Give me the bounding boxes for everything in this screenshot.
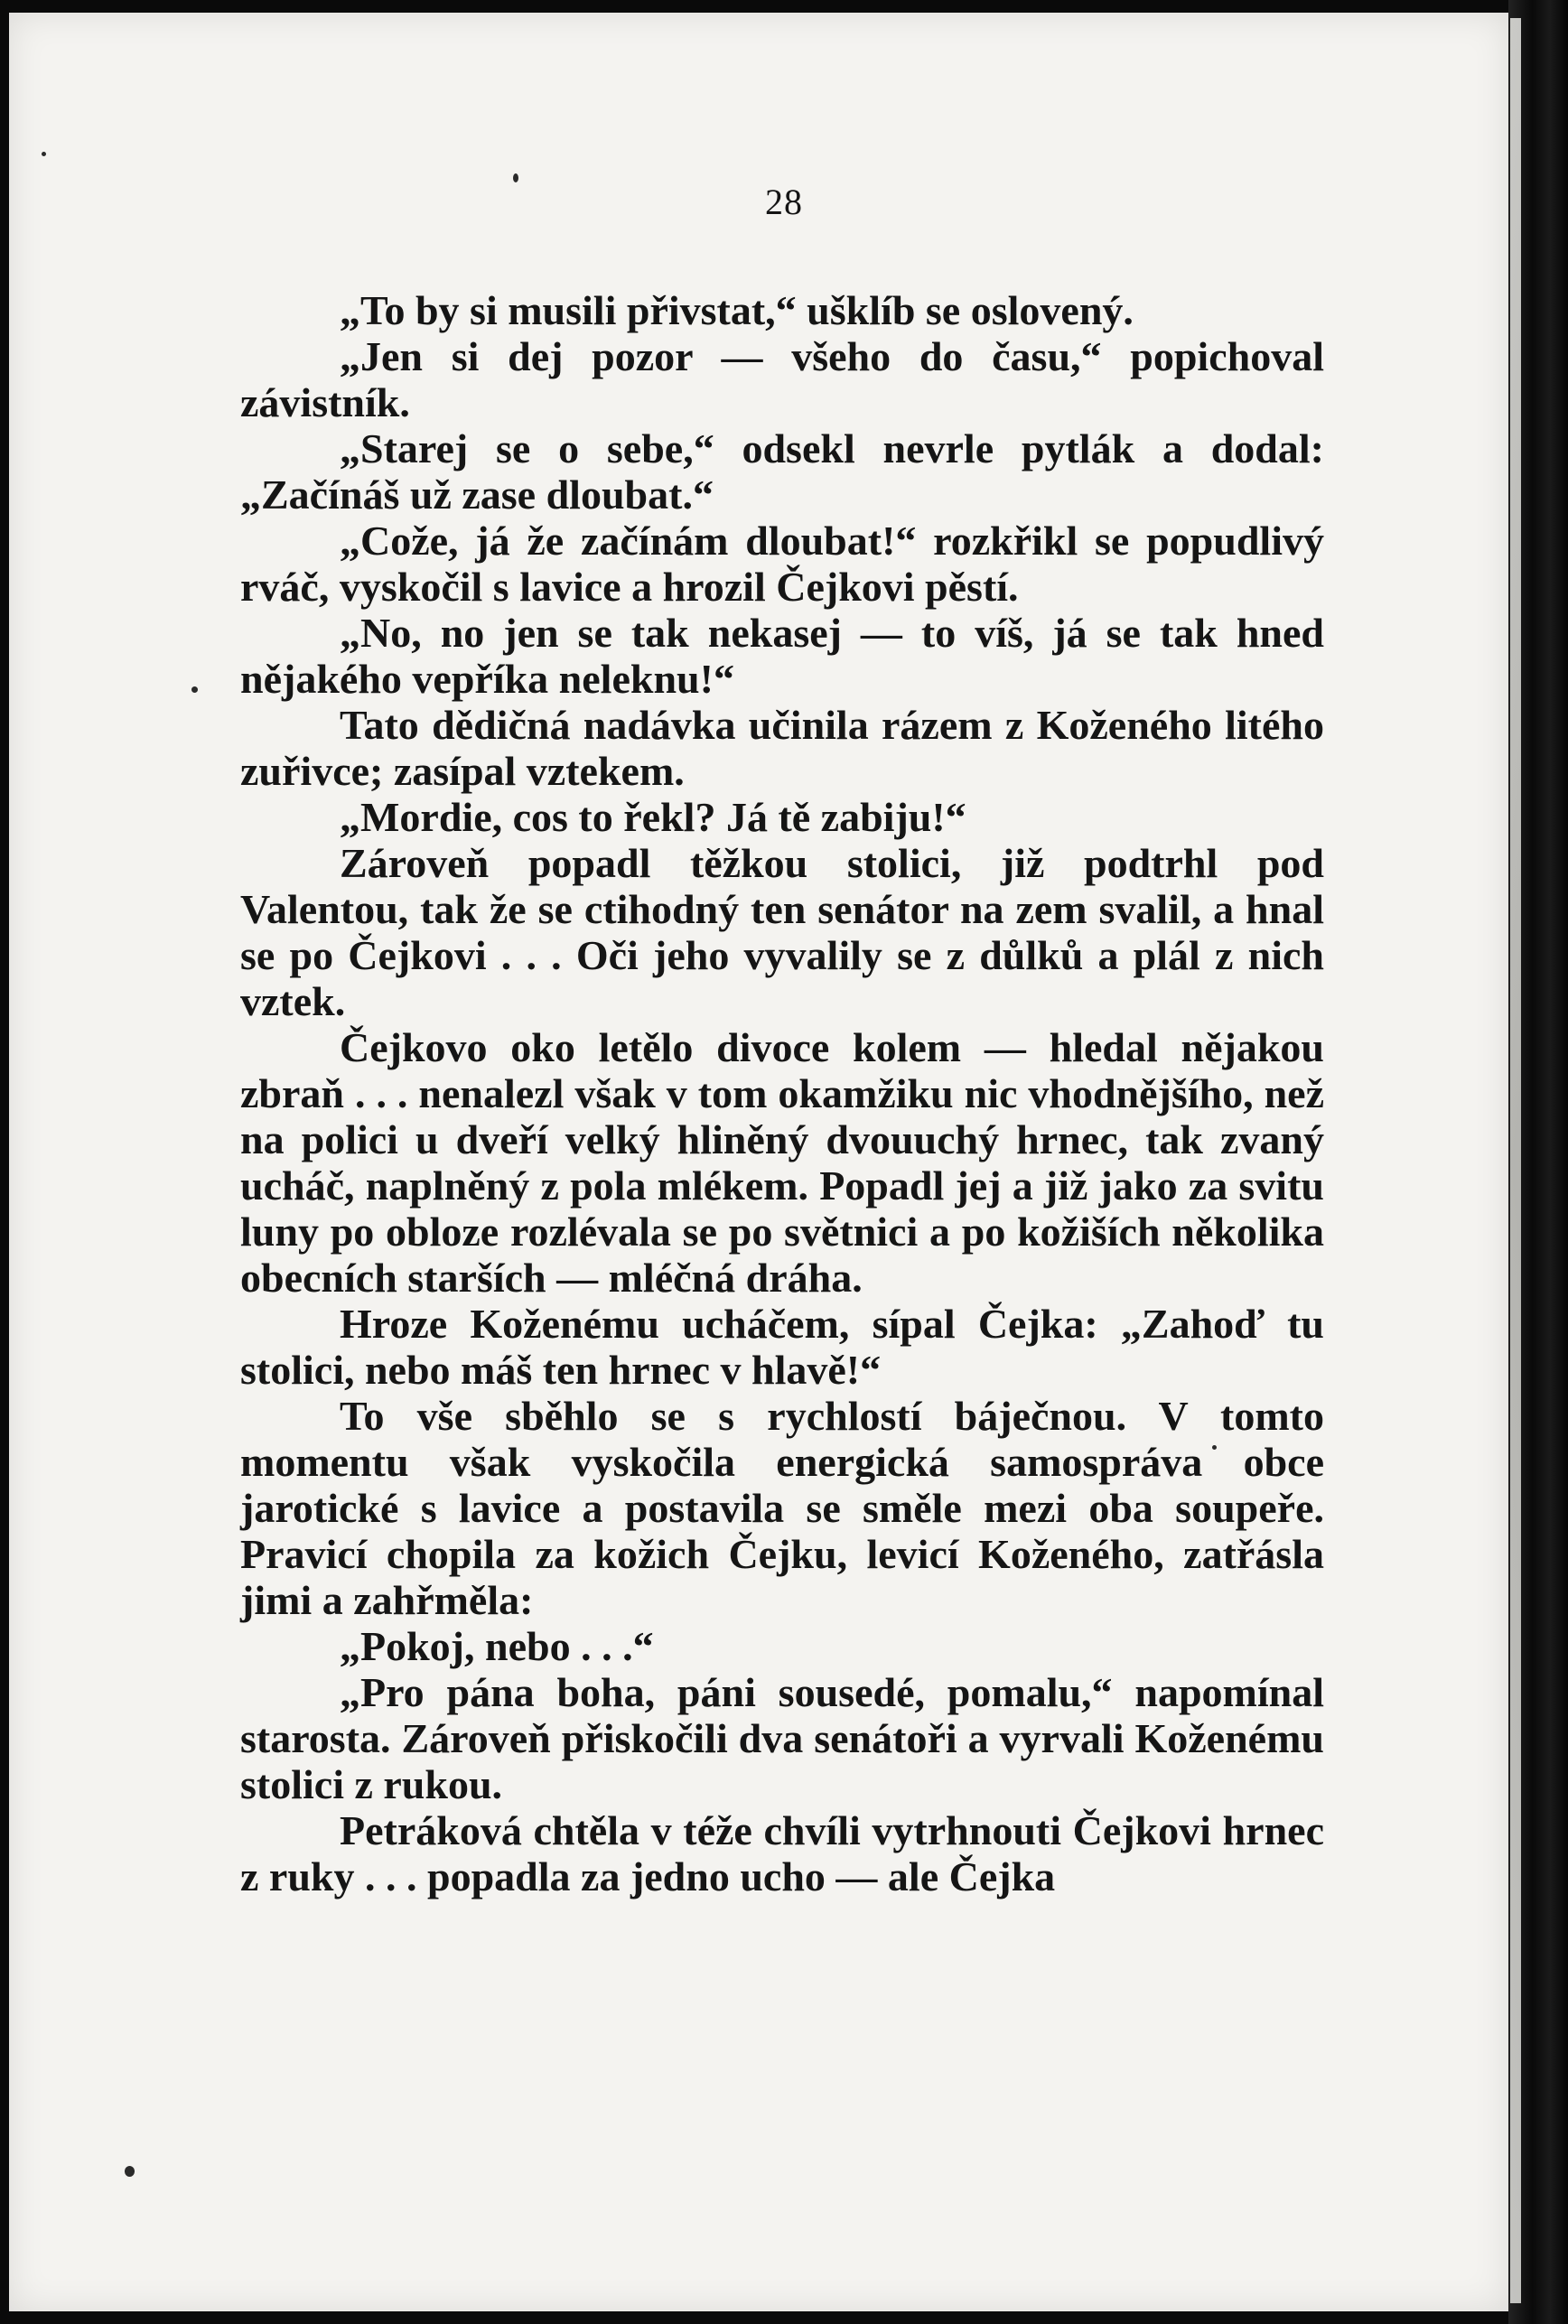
paragraph: Petráková chtěla v téže chvíli vytrhnouti Čejkovi hrnec z ruky . . . popadla za jedno ucho — ale Čejka — [240, 1807, 1324, 1899]
ink-speck — [125, 2166, 135, 2177]
paragraph: „Pokoj, nebo . . .“ — [340, 1623, 654, 1669]
adjacent-page-edge — [1510, 18, 1521, 2303]
paragraph: „Cože, já že začínám dloubat!“ rozkřikl se popudlivý rváč, vyskočil s lavice a hrozil Čejkovi pěstí. — [240, 518, 1324, 610]
body-text — [240, 287, 1324, 1899]
paragraph: Tato dědičná nadávka učinila rázem z Koženého litého zuřivce; zasípal vztekem. — [240, 702, 1324, 794]
paragraph: „Pro pána boha, páni sousedé, pomalu,“ napomínal starosta. Zároveň přiskočili dva senátoři a vyrvali Koženému stolici z rukou. — [240, 1669, 1324, 1807]
paragraph: To vše sběhlo se s rychlostí báječnou. V tomto momentu však vyskočila energická samospráva obce jarotické s lavice a postavila se směle mezi oba soupeře. Pravicí chopila za kožich Čejku, levicí Koženého, zatřásla jimi a zahřměla: — [240, 1393, 1324, 1623]
ink-speck — [42, 152, 46, 156]
paragraph: „Starej se o sebe,“ odsekl nevrle pytlák a dodal: „Začínáš už zase dloubat.“ — [240, 425, 1324, 518]
paragraph: „To by si musili přivstat,“ ušklíb se oslovený. — [340, 287, 1134, 333]
page-number: 28 — [765, 182, 803, 222]
paragraph: Čejkovo oko letělo divoce kolem — hledal nějakou zbraň . . . nenalezl však v tom okamžiku nic vhodnějšího, než na polici u dveří velký hliněný dvouuchý hrnec, tak zvaný ucháč, naplněný z pola mlékem. Popadl jej a již jako za svitu luny po obloze rozlévala se po světnici a po kožiších několika obecních starších — mléčná dráha. — [240, 1024, 1324, 1301]
paragraph: Hroze Koženému ucháčem, sípal Čejka: „Zahoď tu stolici, nebo máš ten hrnec v hlavě!“ — [240, 1301, 1324, 1393]
paragraph: „No, no jen se tak nekasej — to víš, já se tak hned nějakého vepříka neleknu!“ — [240, 610, 1324, 702]
paragraph: Zároveň popadl těžkou stolici, již podtrhl pod Valentou, tak že se ctihodný ten senátor na zem svalil, a hnal se po Čejkovi . . . Oči jeho vyvalily se z důlků a plál z nich vztek. — [240, 840, 1324, 1024]
paragraph: „Jen si dej pozor — všeho do času,“ popichoval závistník. — [240, 333, 1324, 425]
ink-speck — [191, 686, 198, 693]
paragraph: „Mordie, cos to řekl? Já tě zabiju!“ — [340, 794, 966, 840]
